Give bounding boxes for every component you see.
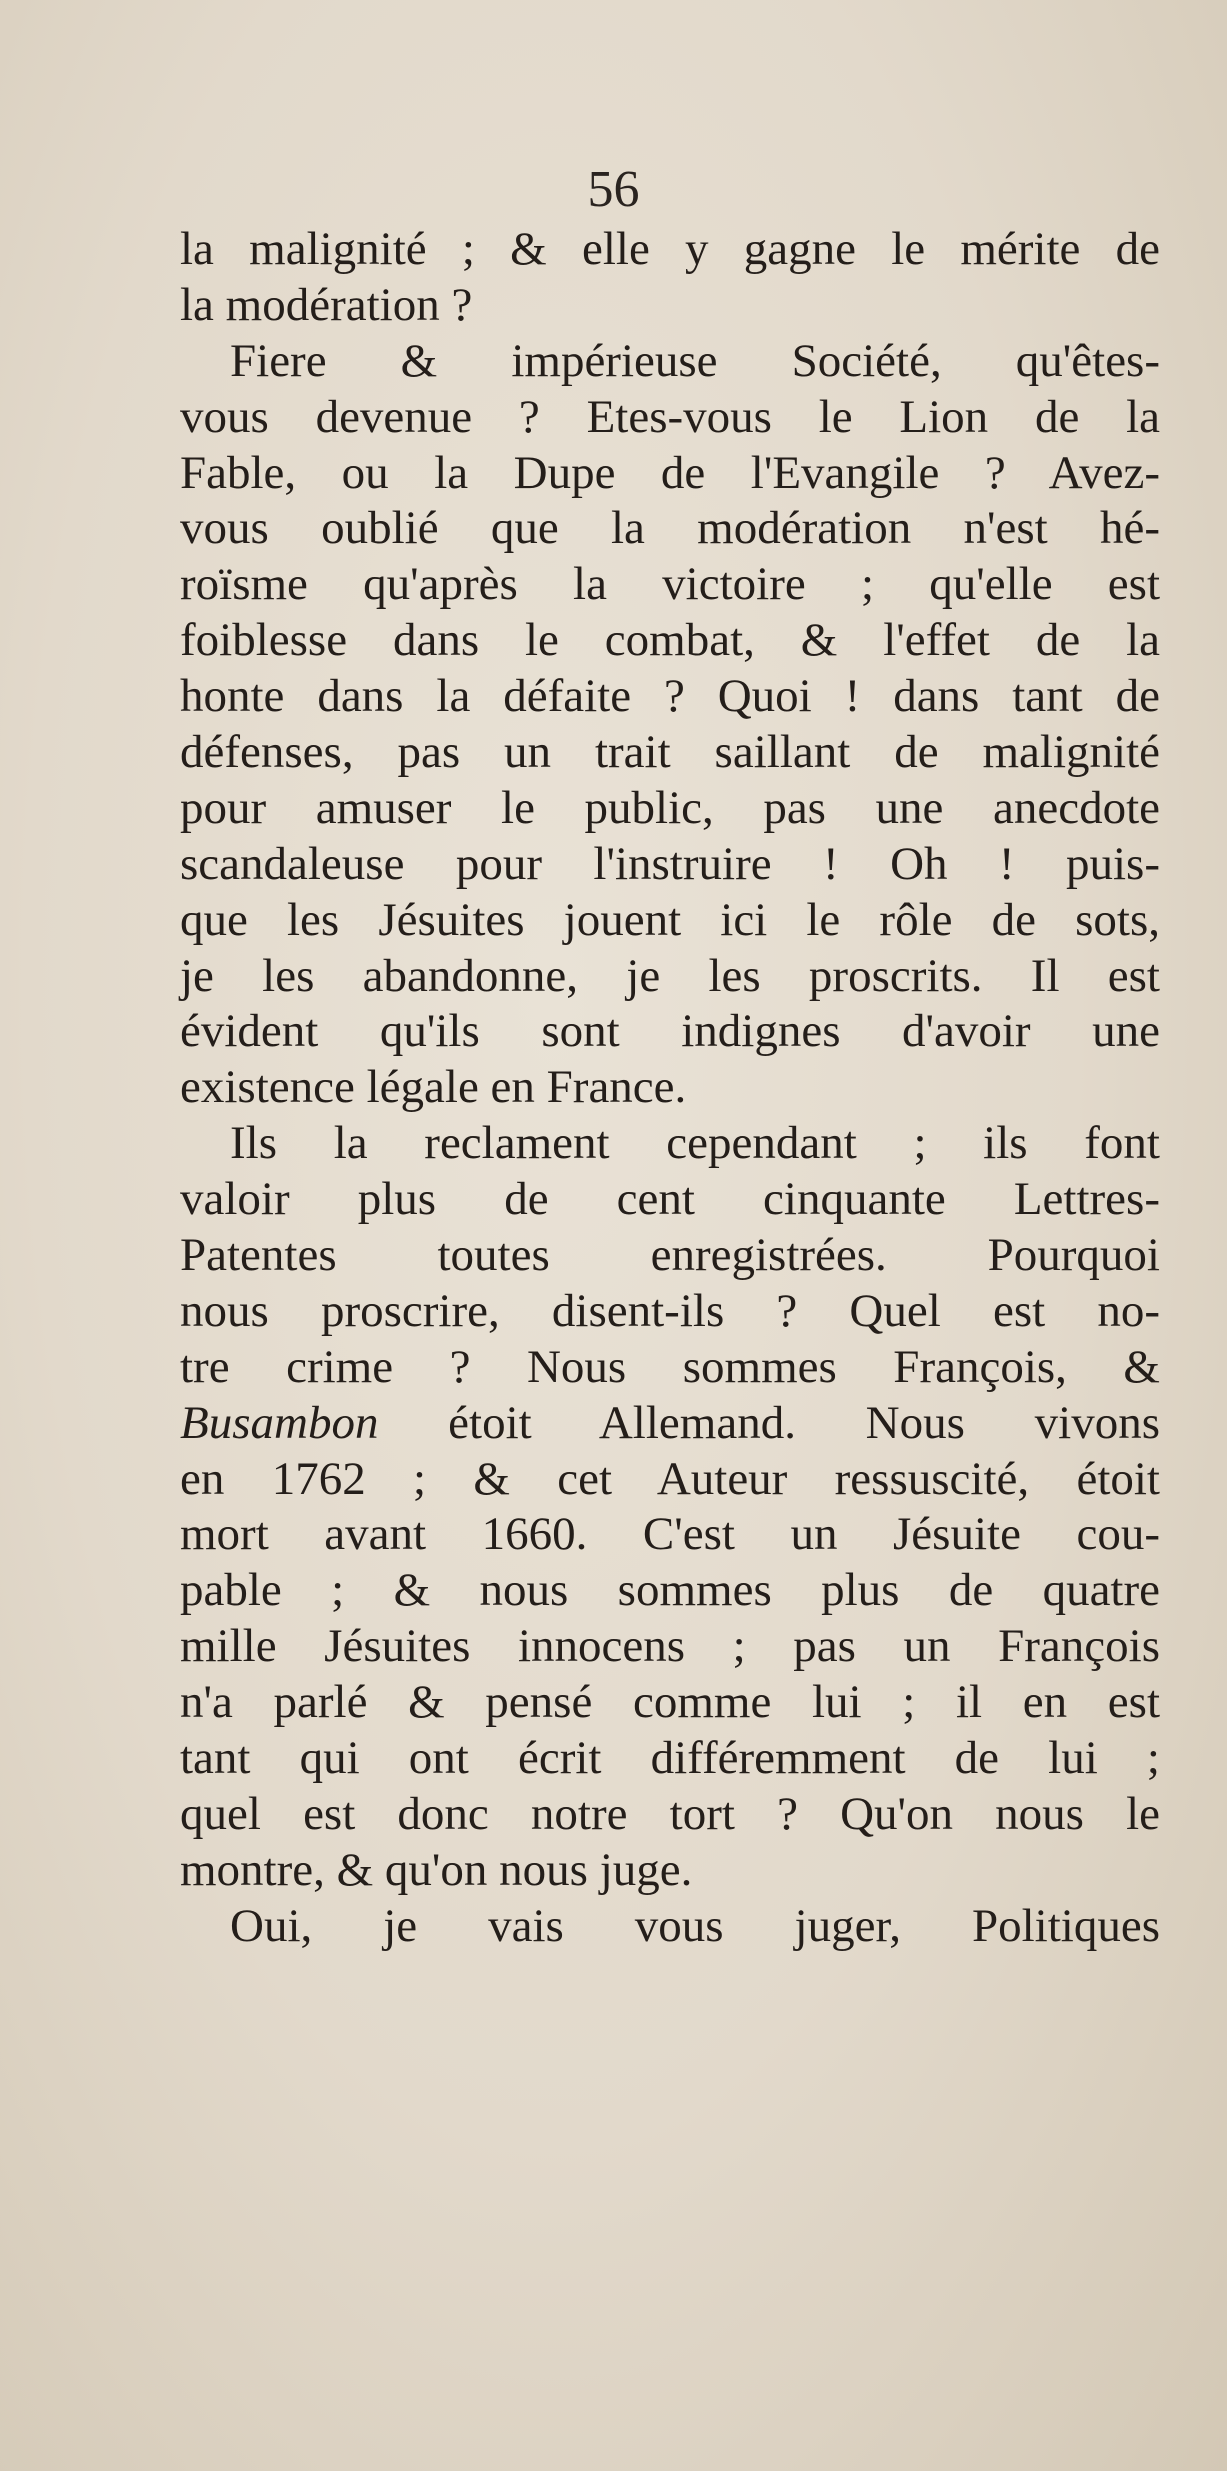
text-line: roïsme qu'après la victoire ; qu'elle est xyxy=(180,558,1160,611)
text-line: nous proscrire, disent-ils ? Quel est no- xyxy=(180,1284,1160,1337)
text-line: pable ; & nous sommes plus de quatre xyxy=(180,1564,1160,1617)
text-line: évident qu'ils sont indignes d'avoir une xyxy=(180,1005,1160,1058)
text-line: scandaleuse pour l'instruire ! Oh ! puis- xyxy=(180,837,1160,890)
text-line: que les Jésuites jouent ici le rôle de sots, xyxy=(180,893,1160,946)
text-line: défenses, pas un trait saillant de malignité xyxy=(180,726,1160,779)
text-line: tant qui ont écrit différemment de lui ; xyxy=(180,1732,1160,1785)
text-line: Fable, ou la Dupe de l'Evangile ? Avez- xyxy=(180,446,1160,499)
text-line: Oui, je vais vous juger, Politiques xyxy=(230,1899,1160,1952)
text-line: je les abandonne, je les proscrits. Il est xyxy=(180,949,1160,1002)
text-line: mille Jésuites innocens ; pas un François xyxy=(180,1620,1160,1673)
text-line: vous oublié que la modération n'est hé- xyxy=(180,502,1160,555)
text-line: montre, & qu'on nous juge. xyxy=(180,1843,693,1896)
text-line: tre crime ? Nous sommes François, & xyxy=(180,1340,1160,1393)
text-line: honte dans la défaite ? Quoi ! dans tant de xyxy=(180,670,1160,723)
text-line: valoir plus de cent cinquante Lettres- xyxy=(180,1173,1160,1226)
text-line: Busambon étoit Allemand. Nous vivons xyxy=(180,1396,1160,1449)
body-text xyxy=(180,222,1160,1955)
text-line: en 1762 ; & cet Auteur ressuscité, étoit xyxy=(180,1452,1160,1505)
text-line: Ils la reclament cependant ; ils font xyxy=(230,1117,1160,1170)
text-line: la malignité ; & elle y gagne le mérite de xyxy=(180,223,1160,275)
text-line: foiblesse dans le combat, & l'effet de la xyxy=(180,614,1160,667)
text-line: Fiere & impérieuse Société, qu'êtes- xyxy=(230,334,1160,387)
text-line: quel est donc notre tort ? Qu'on nous le xyxy=(180,1787,1160,1840)
text-line: existence légale en France. xyxy=(180,1061,687,1114)
text-line: vous devenue ? Etes-vous le Lion de la xyxy=(180,390,1160,443)
text-line: pour amuser le public, pas une anecdote xyxy=(180,781,1160,834)
text-line: n'a parlé & pensé comme lui ; il en est xyxy=(180,1676,1160,1729)
text-line: mort avant 1660. C'est un Jésuite cou- xyxy=(180,1508,1160,1561)
text-line: Patentes toutes enregistrées. Pourquoi xyxy=(180,1229,1160,1282)
italic-name: Busambon xyxy=(180,1396,379,1449)
text-line: la modération ? xyxy=(180,278,473,331)
page-number: 56 xyxy=(587,161,640,218)
